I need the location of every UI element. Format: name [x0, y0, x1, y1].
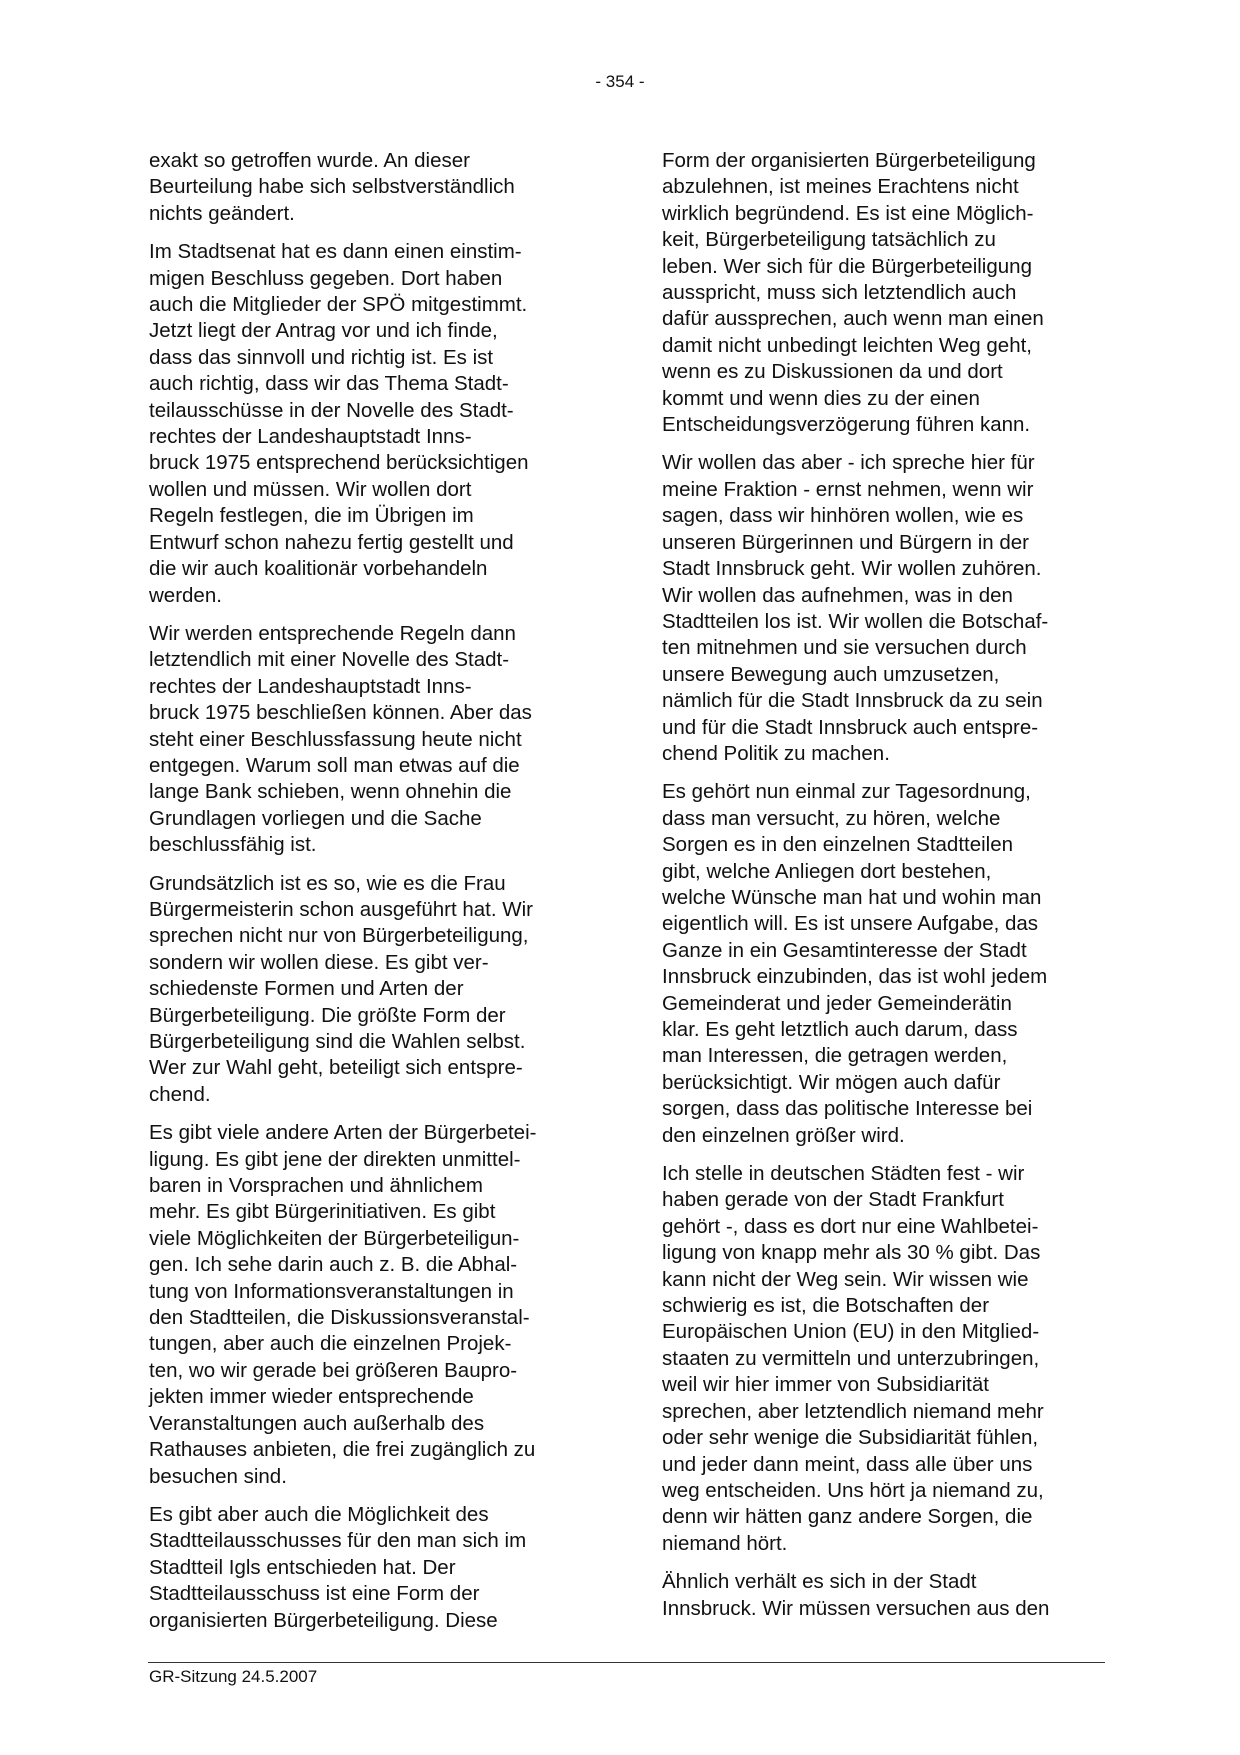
text-column-right — [662, 148, 1112, 1634]
text-line: ausspricht, muss sich letztendlich auch — [662, 281, 1017, 305]
text-line: berücksichtigt. Wir mögen auch dafür — [662, 1070, 1001, 1094]
text-line: haben gerade von der Stadt Frankfurt — [662, 1188, 1004, 1212]
text-line: ligung. Es gibt jene der direkten unmittel- — [149, 1147, 521, 1171]
text-line: bruck 1975 beschließen können. Aber das — [149, 701, 532, 725]
text-line: klar. Es geht letztlich auch darum, dass — [662, 1018, 1018, 1041]
text-line: wenn es zu Diskussionen da und dort — [662, 360, 1003, 384]
text-line: die wir auch koalitionär vorbehandeln — [149, 557, 488, 581]
paragraph — [662, 450, 1112, 767]
text-line: Ähnlich verhält es sich in der Stadt — [662, 1570, 977, 1594]
text-line: oder sehr wenige die Subsidiarität fühlen, — [662, 1426, 1039, 1450]
text-line: weg entscheiden. Uns hört ja niemand zu, — [662, 1478, 1044, 1502]
paragraph — [149, 871, 599, 1109]
text-line: man Interessen, die getragen werden, — [662, 1044, 1008, 1068]
text-line: Stadtteil Igls entschieden hat. Der — [149, 1555, 456, 1579]
text-line: baren in Vorsprachen und ähnlichem — [149, 1174, 483, 1198]
text-line: unsere Bewegung auch umzusetzen, — [662, 662, 1000, 686]
paragraph — [149, 148, 599, 227]
paragraph — [662, 148, 1112, 438]
text-line: Entscheidungsverzögerung führen kann. — [662, 413, 1031, 437]
text-line: sprechen nicht nur von Bürgerbeteiligung, — [149, 924, 529, 948]
text-line: Wir wollen das aufnehmen, was in den — [662, 583, 1013, 607]
text-line: Es gehört nun einmal zur Tagesordnung, — [662, 780, 1031, 804]
text-line: Rathauses anbieten, die frei zugänglich zu — [149, 1438, 536, 1462]
text-line: tung von Informationsveranstaltungen in — [149, 1279, 514, 1303]
text-line: sorgen, dass das politische Interesse bei — [662, 1097, 1033, 1121]
text-line: Bürgerbeteiligung. Die größte Form der — [149, 1003, 506, 1027]
text-line: teilausschüsse in der Novelle des Stadt- — [149, 398, 514, 422]
text-line: organisierten Bürgerbeteiligung. Diese — [149, 1608, 498, 1632]
text-line: dafür aussprechen, auch wenn man einen — [662, 307, 1044, 331]
text-line: chend. — [149, 1082, 211, 1106]
paragraph — [149, 239, 599, 609]
text-line: eigentlich will. Es ist unsere Aufgabe, das — [662, 912, 1039, 936]
footer-session-date: GR-Sitzung 24.5.2007 — [149, 1667, 318, 1686]
text-line: Es gibt viele andere Arten der Bürgerbetei- — [149, 1121, 537, 1145]
text-line: Form der organisierten Bürgerbeteiligung — [662, 149, 1036, 172]
text-line: Innsbruck. Wir müssen versuchen aus den — [662, 1596, 1050, 1620]
text-line: und für die Stadt Innsbruck auch entspre- — [662, 715, 1039, 739]
text-line: beschlussfähig ist. — [149, 833, 317, 857]
text-line: Bürgerbeteiligung sind die Wahlen selbst. — [149, 1030, 526, 1053]
text-line: sprechen, aber letztendlich niemand mehr — [662, 1399, 1044, 1423]
text-line: besuchen sind. — [149, 1464, 287, 1488]
text-line: Innsbruck einzubinden, das ist wohl jedem — [662, 965, 1048, 989]
text-line: nichts geändert. — [149, 201, 295, 225]
text-line: und jeder dann meint, dass alle über uns — [662, 1452, 1033, 1476]
text-line: migen Beschluss gegeben. Dort haben — [149, 266, 503, 290]
text-line: wollen und müssen. Wir wollen dort — [149, 477, 472, 501]
text-line: Jetzt liegt der Antrag vor und ich finde, — [149, 319, 498, 343]
text-line: niemand hört. — [662, 1531, 788, 1555]
text-line: auch die Mitglieder der SPÖ mitgestimmt. — [149, 293, 528, 317]
text-line: kommt und wenn dies zu der einen — [662, 386, 980, 410]
text-line: den Stadtteilen, die Diskussionsveranstal- — [149, 1306, 530, 1330]
paragraph — [662, 1569, 1112, 1622]
text-column-left — [149, 148, 599, 1646]
text-line: ten, wo wir gerade bei größeren Baupro- — [149, 1358, 518, 1382]
text-line: viele Möglichkeiten der Bürgerbeteiligun- — [149, 1226, 520, 1250]
text-line: dass man versucht, zu hören, welche — [662, 806, 1001, 830]
text-line: Grundlagen vorliegen und die Sache — [149, 806, 482, 830]
text-line: wirklich begründend. Es ist eine Möglich- — [662, 201, 1034, 225]
text-line: schwierig es ist, die Botschaften der — [662, 1294, 990, 1318]
paragraph — [149, 1502, 599, 1634]
text-line: Europäischen Union (EU) in den Mitglied- — [662, 1320, 1040, 1344]
text-line: welche Wünsche man hat und wohin man — [662, 885, 1042, 909]
text-line: letztendlich mit einer Novelle des Stadt- — [149, 648, 510, 672]
paragraph — [149, 621, 599, 859]
text-line: weil wir hier immer von Subsidiarität — [662, 1373, 989, 1397]
text-line: staaten zu vermitteln und unterzubringen, — [662, 1346, 1040, 1370]
text-line: ten mitnehmen und sie versuchen durch — [662, 636, 1027, 660]
text-line: Bürgermeisterin schon ausgeführt hat. Wir — [149, 897, 533, 921]
text-line: schiedenste Formen und Arten der — [149, 977, 464, 1001]
text-line: Stadt Innsbruck geht. Wir wollen zuhören. — [662, 557, 1042, 581]
text-line: sondern wir wollen diese. Es gibt ver- — [149, 950, 489, 974]
text-line: Stadtteilausschuss ist eine Form der — [149, 1582, 480, 1606]
text-line: Regeln festlegen, die im Übrigen im — [149, 504, 474, 528]
text-line: ligung von knapp mehr als 30 % gibt. Das — [662, 1241, 1041, 1265]
text-line: sagen, dass wir hinhören wollen, wie es — [662, 504, 1024, 528]
paragraph — [149, 1120, 599, 1490]
text-line: gen. Ich sehe darin auch z. B. die Abhal- — [149, 1253, 518, 1277]
text-line: leben. Wer sich für die Bürgerbeteiligung — [662, 254, 1032, 278]
page-number: - 354 - — [595, 72, 645, 91]
text-line: mehr. Es gibt Bürgerinitiativen. Es gibt — [149, 1200, 496, 1224]
text-line: Wir wollen das aber - ich spreche hier für — [662, 451, 1035, 475]
text-line: Grundsätzlich ist es so, wie es die Frau — [149, 871, 506, 895]
text-line: Im Stadtsenat hat es dann einen einstim- — [149, 240, 522, 264]
footer-divider — [148, 1662, 1105, 1663]
text-line: rechtes der Landeshauptstadt Inns- — [149, 425, 472, 449]
text-line: Wir werden entsprechende Regeln dann — [149, 621, 516, 645]
text-line: unseren Bürgerinnen und Bürgern in der — [662, 530, 1029, 554]
paragraph — [662, 1161, 1112, 1557]
text-line: Stadtteilen los ist. Wir wollen die Botschaf- — [662, 609, 1049, 633]
text-line: den einzelnen größer wird. — [662, 1123, 905, 1147]
text-line: entgegen. Warum soll man etwas auf die — [149, 753, 520, 777]
text-line: gibt, welche Anliegen dort bestehen, — [662, 859, 992, 883]
text-line: steht einer Beschlussfassung heute nicht — [149, 727, 522, 751]
text-line: auch richtig, dass wir das Thema Stadt- — [149, 372, 509, 396]
text-line: Entwurf schon nahezu fertig gestellt und — [149, 530, 514, 554]
text-line: kann nicht der Weg sein. Wir wissen wie — [662, 1267, 1029, 1291]
text-line: nämlich für die Stadt Innsbruck da zu sein — [662, 689, 1043, 713]
text-line: keit, Bürgerbeteiligung tatsächlich zu — [662, 228, 996, 252]
text-line: Ganze in ein Gesamtinteresse der Stadt — [662, 938, 1027, 962]
text-line: denn wir hätten ganz andere Sorgen, die — [662, 1505, 1033, 1529]
text-line: Stadtteilausschusses für den man sich im — [149, 1529, 527, 1553]
text-line: Sorgen es in den einzelnen Stadtteilen — [662, 833, 1014, 857]
text-line: damit nicht unbedingt leichten Weg geht, — [662, 333, 1033, 357]
text-line: rechtes der Landeshauptstadt Inns- — [149, 674, 472, 698]
text-line: gehört -, dass es dort nur eine Wahlbetei- — [662, 1214, 1039, 1238]
text-line: dass das sinnvoll und richtig ist. Es ist — [149, 345, 494, 369]
text-line: bruck 1975 entsprechend berücksichtigen — [149, 451, 529, 475]
paragraph — [662, 779, 1112, 1149]
text-line: Veranstaltungen auch außerhalb des — [149, 1411, 485, 1435]
text-line: Es gibt aber auch die Möglichkeit des — [149, 1502, 489, 1526]
text-line: jekten immer wieder entsprechende — [149, 1385, 474, 1409]
text-line: lange Bank schieben, wenn ohnehin die — [149, 780, 512, 804]
text-line: Gemeinderat und jeder Gemeinderätin — [662, 991, 1012, 1015]
text-line: exakt so getroffen wurde. An dieser — [149, 149, 470, 172]
text-line: chend Politik zu machen. — [662, 741, 890, 765]
text-line: tungen, aber auch die einzelnen Projek- — [149, 1332, 512, 1356]
text-line: Beurteilung habe sich selbstverständlich — [149, 175, 515, 199]
text-line: werden. — [149, 583, 222, 607]
text-line: meine Fraktion - ernst nehmen, wenn wir — [662, 477, 1034, 501]
text-line: abzulehnen, ist meines Erachtens nicht — [662, 175, 1019, 199]
text-line: Wer zur Wahl geht, beteiligt sich entspre- — [149, 1056, 523, 1080]
text-line: Ich stelle in deutschen Städten fest - wir — [662, 1162, 1025, 1186]
